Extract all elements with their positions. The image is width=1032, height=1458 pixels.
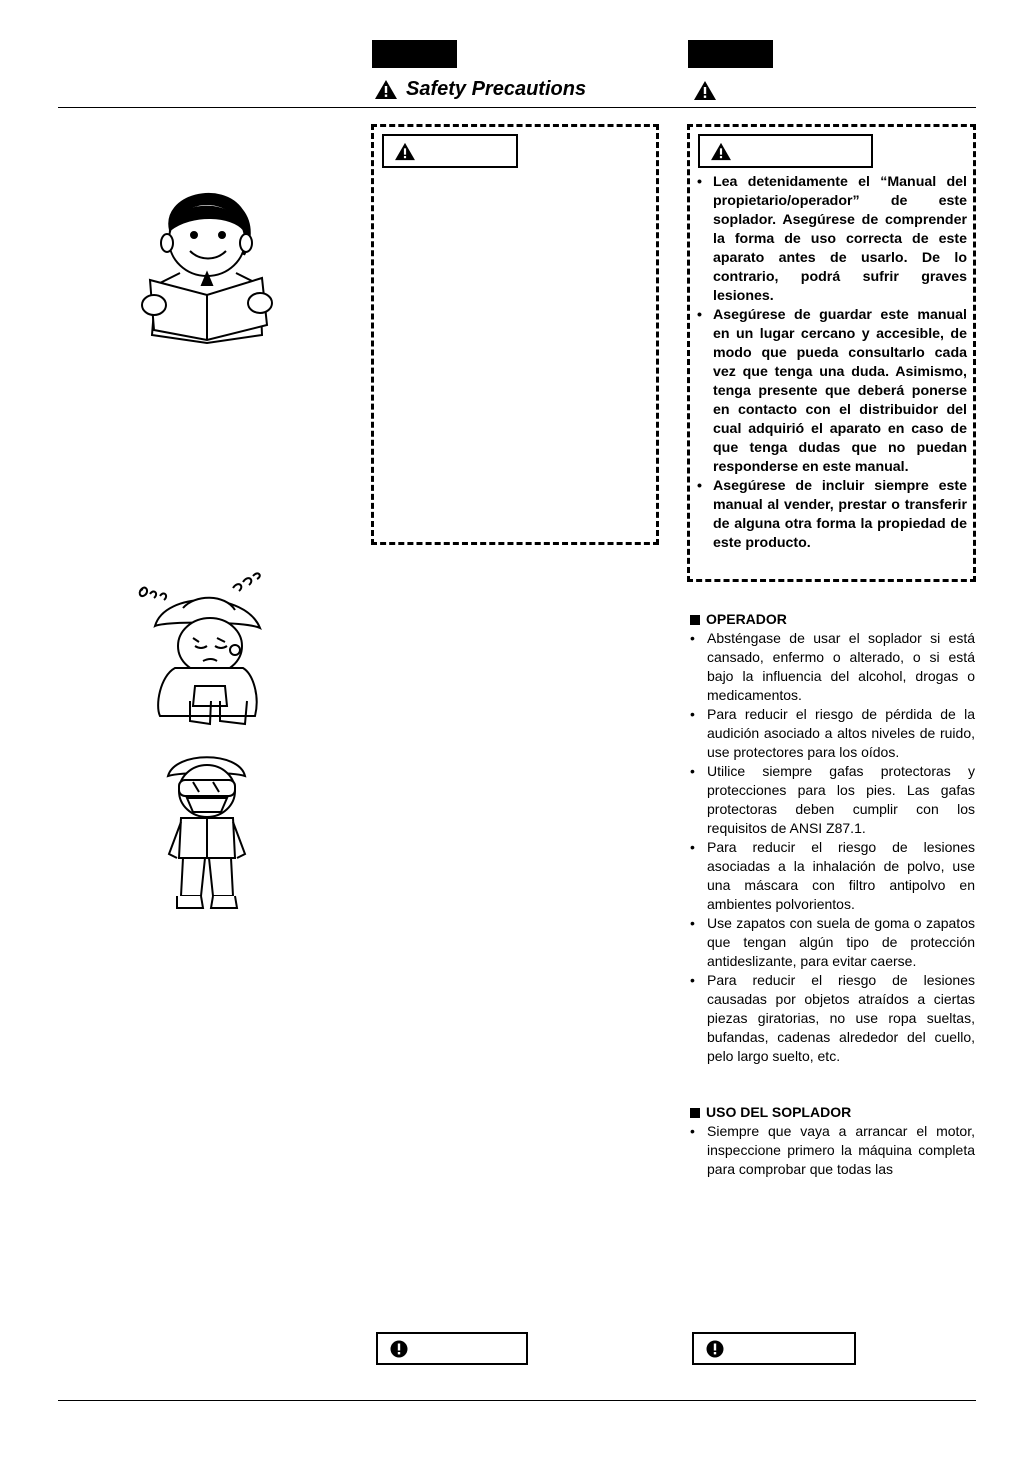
list-item: • Utilice siempre gafas protectoras y protecciones para los pies. Las gafas protectoras deben cumplir con los requisitos de ANSI Z87.1. — [690, 762, 975, 838]
square-bullet-icon — [690, 1108, 700, 1118]
list-item: • Siempre que vaya a arrancar el motor, inspeccione primero la máquina completa para comprobar que todas las — [690, 1122, 975, 1179]
warning-triangle-icon — [693, 80, 717, 101]
section-title-text: USO DEL SOPLADOR — [706, 1104, 852, 1120]
exclamation-circle-icon — [390, 1340, 408, 1358]
header-rule — [58, 107, 976, 108]
square-bullet-icon — [690, 615, 700, 625]
page-title — [374, 78, 586, 101]
section-bullet-list — [690, 629, 975, 1066]
warning-label-english — [382, 134, 518, 168]
warning-bullet-list — [697, 173, 967, 553]
tired-man-illustration — [135, 566, 275, 728]
warning-label-spanish — [698, 134, 873, 168]
section-title — [690, 1103, 975, 1122]
page-title-text: Safety Precautions — [406, 78, 587, 100]
list-item: • Use zapatos con suela de goma o zapatos que tengan algún tipo de protección antideslizante, para evitar caerse. — [690, 914, 975, 971]
important-label-spanish — [692, 1332, 856, 1365]
warning-bullet: • Asegúrese de incluir siempre este manual al vender, prestar o transferir de alguna otra forma la propiedad de este producto. — [697, 477, 967, 553]
warning-triangle-icon — [394, 142, 416, 161]
section-operador — [690, 610, 975, 1066]
list-item: • Absténgase de usar el soplador si está cansado, enfermo o alterado, o si está bajo la influencia del alcohol, drogas o medicamentos. — [690, 629, 975, 705]
warning-triangle-icon — [374, 79, 398, 100]
header-warning-spanish — [693, 80, 717, 106]
exclamation-circle-icon — [706, 1340, 724, 1358]
section-title-text: OPERADOR — [706, 611, 787, 627]
section-uso-del-soplador — [690, 1103, 975, 1179]
man-reading-manual-illustration — [132, 185, 290, 345]
warning-triangle-icon — [710, 142, 732, 161]
list-item: • Para reducir el riesgo de lesiones asociadas a la inhalación de polvo, use una máscara con filtro antipolvo en ambientes polvorientos. — [690, 838, 975, 914]
list-item: • Para reducir el riesgo de lesiones causadas por objetos atraídos a ciertas piezas giratorias, no use ropa sueltas, bufandas, cadenas alrededor del cuello, pelo largo suelto, etc. — [690, 971, 975, 1066]
warning-box-english — [371, 124, 659, 545]
warning-bullet: • Lea detenidamente el “Manual del propietario/operador” de este soplador. Asegúrese de comprender la forma de uso correcta de este aparato antes de usarlo. De lo contrario, podrá sufrir graves lesiones. — [697, 173, 967, 306]
footer-rule — [58, 1400, 976, 1401]
header-tab-spanish — [688, 40, 773, 68]
important-label-english — [376, 1332, 528, 1365]
warning-bullet: • Asegúrese de guardar este manual en un lugar cercano y accesible, de modo que pueda consultarlo cada vez que tenga una duda. Asimismo, tenga presente que deberá ponerse en contacto con el distribuidor del cual adquirió el aparato en caso de que tenga dudas que no puedan responderse en este manual. — [697, 306, 967, 477]
header-tab-english — [372, 40, 457, 68]
list-item: • Para reducir el riesgo de pérdida de la audición asociado a altos niveles de ruido, use protectores para los oídos. — [690, 705, 975, 762]
section-bullet-list — [690, 1122, 975, 1179]
section-title — [690, 610, 975, 629]
protective-gear-man-illustration — [163, 746, 251, 914]
